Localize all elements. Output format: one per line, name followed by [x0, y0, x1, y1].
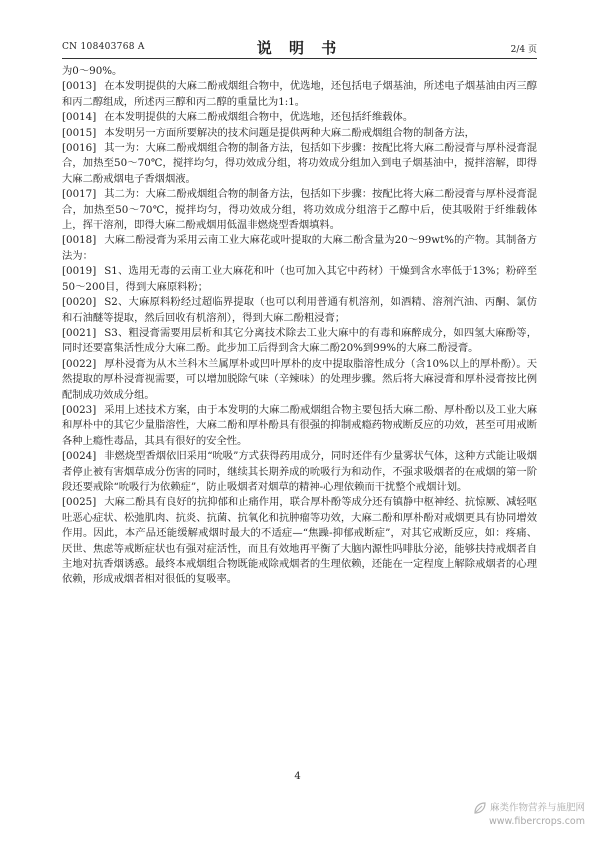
paragraph [62, 110, 537, 125]
watermark-site-name: 麻类作物营养与施肥网 [489, 802, 585, 814]
leaf-logo-icon [473, 801, 487, 815]
paragraph-number: [0025] [62, 496, 97, 509]
watermark [473, 801, 585, 828]
paragraph-number: [0022] [62, 357, 97, 370]
paragraph-number: [0019] [62, 265, 97, 278]
paragraph [62, 79, 537, 110]
document-body [62, 64, 537, 588]
paragraph-number: [0013] [62, 80, 97, 93]
paragraph-text: S2、大麻原料粉经过超临界提取（也可以利用普通有机溶剂，如酒精、溶剂汽油、丙酮、氯仿和石油醚等提取，然后回收有机溶剂），得到大麻二酚粗浸膏； [62, 296, 537, 324]
paragraph [62, 126, 537, 141]
paragraph-number: [0021] [62, 326, 97, 339]
paragraph [62, 403, 537, 449]
paragraph [62, 326, 537, 357]
watermark-url: www.fibercrops.com [488, 816, 585, 827]
paragraph-text: S3、粗浸膏需要用层析和其它分离技术除去工业大麻中的有毒和麻醉成分，如四氢大麻酚等，同时还要富集活性成分大麻二酚。此步加工后得到含大麻二酚20%到99%的大麻二酚浸膏。 [62, 326, 537, 355]
paragraph [62, 64, 537, 79]
paragraph-text: 厚朴浸膏为从木兰科木兰属厚朴或凹叶厚朴的皮中提取脂溶性成分（含10%以上的厚朴酚）。天然提取的厚朴浸膏视需要，可以增加脱除气味（辛辣味）的处理步骤。然后将大麻浸膏和厚朴浸膏按比例配制成功效成分组。 [62, 357, 537, 401]
paragraph-number: [0018] [62, 234, 97, 247]
page-indicator: 2/4 页 [510, 45, 537, 55]
paragraph-text: 本发明另一方面所要解决的技术问题是提供两种大麻二酚戒烟组合物的制备方法， [104, 126, 475, 139]
paragraph [62, 357, 537, 403]
paragraph-text: 其二为：大麻二酚戒烟组合物的制备方法，包括如下步骤：按配比将大麻二酚浸膏与厚朴浸膏混合，加热至50～70℃，搅拌均匀，得功效成分组，将功效成分组溶于乙醇中后，使其吸附于纤维载体上，挥干溶剂，即得大麻二酚戒烟用低温非燃烧型香烟填料。 [62, 188, 537, 232]
paragraph [62, 141, 537, 187]
paragraph [62, 264, 537, 295]
paragraph-number: [0014] [62, 111, 97, 124]
paragraph [62, 495, 537, 587]
paragraph-number: [0024] [62, 450, 97, 463]
paragraph [62, 449, 537, 495]
paragraph [62, 295, 537, 326]
document-title: 说 明 书 [256, 39, 343, 57]
paragraph-text: 采用上述技术方案，由于本发明的大麻二酚戒烟组合物主要包括大麻二酚、厚朴酚以及工业大麻和厚朴中的其它少量脂溶性，大麻二酚和厚朴酚具有很强的抑制戒瘾药物戒断反应的功效，甚至可用戒断各种上瘾性毒品，其具有很好的安全性。 [62, 403, 537, 447]
patent-number: CN 108403768 A [62, 42, 145, 52]
page-header [62, 36, 537, 59]
paragraph-text: 在本发明提供的大麻二酚戒烟组合物中，优选地，还包括纤维载体。 [104, 111, 414, 124]
paragraph-text: 大麻二酚浸膏为采用云南工业大麻花或叶提取的大麻二酚含量为20～99wt%的产物。其制备方法为： [62, 234, 537, 262]
paragraph-text: 非燃烧型香烟依旧采用“吮吸”方式获得药用成分，同时还伴有少量雾状气体，这种方式能让吸烟者停止被有害烟草成分伤害的同时，继续其长期养成的吮吸行为和动作，不强求吸烟者的在戒烟的第一阶段还要戒除“吮吸行为依赖症”，防止吸烟者对烟草的精神-心理依赖而干扰整个戒烟计划。 [62, 450, 537, 493]
paragraph-number: [0023] [62, 403, 97, 416]
paragraph-text: 大麻二酚具有良好的抗抑郁和止痛作用，联合厚朴酚等成分还有镇静中枢神经、抗惊厥、减轻呕吐恶心症状、松弛肌肉、抗炎、抗菌、抗氧化和抗肿瘤等功效，大麻二酚和厚朴酚对戒烟更具有协同增效作用。因此，本产品还能缓解戒烟时最大的不适症—“焦躁-抑郁戒断症”，对其它戒断反应，如：疼痛、厌世、焦虑等戒断症状也有强对症活性，而且有效地再平衡了大脑内源性吗啡肽分泌，能够扶持戒烟者自主地对抗香烟诱惑。最终本戒烟组合物既能戒除戒烟者的生理依赖，还能在一定程度上解除戒烟者的心理依赖，形成戒烟者相对很低的复吸率。 [62, 496, 537, 586]
paragraph-text: 在本发明提供的大麻二酚戒烟组合物中，优选地，还包括电子烟基油，所述电子烟基油由丙三醇和丙二醇组成，所述丙三醇和丙二醇的重量比为1:1。 [62, 80, 537, 108]
paragraph [62, 233, 537, 264]
paragraph-number: [0015] [62, 126, 97, 139]
page-number: 4 [294, 771, 301, 782]
paragraph-number: [0020] [62, 296, 97, 309]
paragraph-text: 其一为：大麻二酚戒烟组合物的制备方法，包括如下步骤：按配比将大麻二酚浸膏与厚朴浸膏混合，加热至50～70℃，搅拌均匀，得功效成分组，将功效成分组加入到电子烟基油中，搅拌溶解，即得大麻二酚戒烟电子香烟烟液。 [62, 142, 537, 185]
paragraph-number: [0016] [62, 142, 97, 155]
paragraph [62, 187, 537, 233]
paragraph-text: 为0～90%。 [62, 65, 123, 77]
paragraph-text: S1、选用无毒的云南工业大麻花和叶（也可加入其它中药材）干燥到含水率低于13%；粉碎至50～200目，得到大麻原料粉； [62, 265, 537, 293]
paragraph-number: [0017] [62, 188, 97, 201]
